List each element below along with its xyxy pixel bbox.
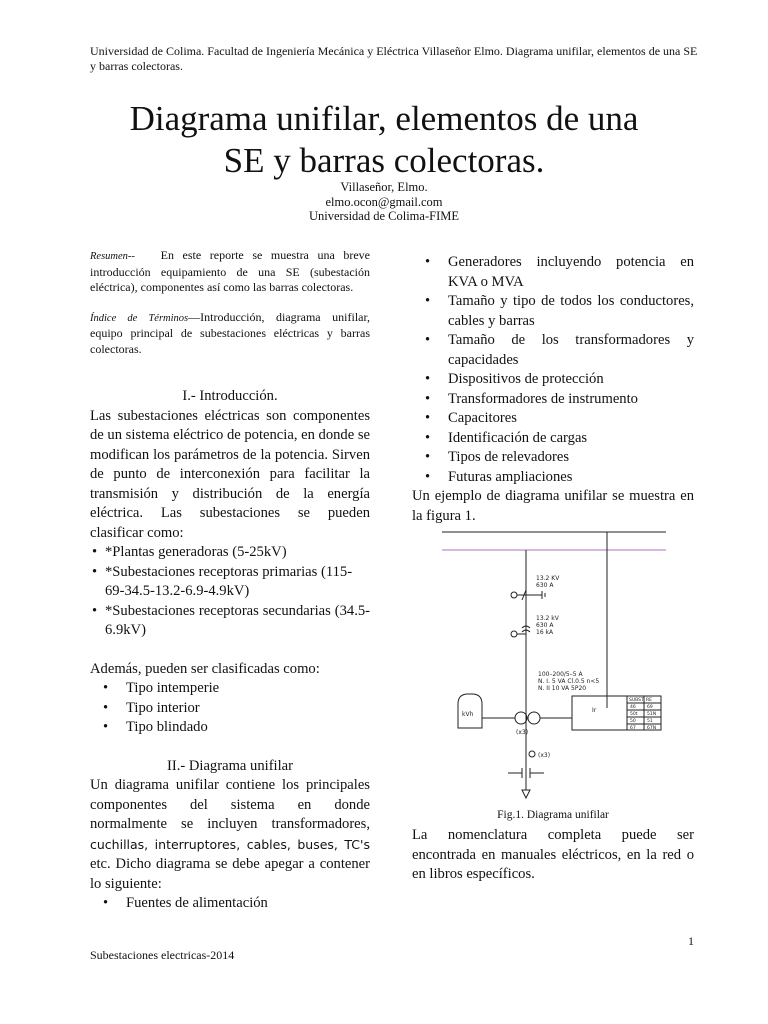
title-line-1: Diagrama unifilar, elementos de una xyxy=(129,99,639,138)
list-item: • *Plantas generadoras (5-25kV) xyxy=(90,543,370,563)
arrester-count: (x3) xyxy=(538,752,551,759)
list-item: • Identificación de cargas xyxy=(412,429,694,449)
kvh-label: kVh xyxy=(462,711,474,718)
bullet-icon: • xyxy=(425,293,431,309)
section-2-paragraph: Un diagrama unifilar contiene los principales componentes del sistema en donde normalmente se incluyen transformadores, cuchillas, interruptores, cables, buses, TC's etc. Dicho diagrama se debe apegar a contener lo siguiente: xyxy=(90,777,370,892)
list-item: • Tipo intemperie xyxy=(90,679,370,699)
svg-text:67N: 67N xyxy=(647,726,657,731)
title-line-2: SE y barras colectoras. xyxy=(223,141,545,180)
bullet-icon: • xyxy=(103,680,109,696)
bullet-icon: • xyxy=(425,468,431,485)
bullet-icon: • xyxy=(103,699,109,716)
svg-text:51N: 51N xyxy=(647,712,657,717)
list-item: • Tipos de relevadores xyxy=(412,448,694,468)
list-item: • *Subestaciones receptoras secundarias (34.5-6.9kV) xyxy=(92,602,370,638)
list-item: • Tipo blindado xyxy=(90,718,370,738)
ground-triangle-icon xyxy=(522,790,530,798)
ct-ratio: 100–200/5–5 A xyxy=(538,671,583,678)
page-number: 1 xyxy=(688,934,694,948)
requirements-list-right xyxy=(412,253,694,487)
svg-text:50t: 50t xyxy=(630,712,638,717)
switch-marker-1 xyxy=(511,592,517,598)
bullet-icon: • xyxy=(425,371,431,387)
bullet-icon: • xyxy=(92,563,98,580)
bullet-icon: • xyxy=(425,390,431,407)
list-item: • Futuras ampliaciones xyxy=(412,468,694,488)
figure-intro: Un ejemplo de diagrama unifilar se muestra en la figura 1. xyxy=(412,488,694,524)
list-item: • Tamaño de los transformadores y capacidades xyxy=(425,332,694,368)
svg-text:SUBST: SUBST xyxy=(629,698,644,703)
svg-text:69: 69 xyxy=(647,705,653,710)
list-item: • Generadores incluyendo potencia en KVA o MVA xyxy=(425,254,694,290)
switch-1-voltage: 13.2 KV xyxy=(536,575,560,582)
section-2-heading: II.- Diagrama unifilar xyxy=(166,757,293,774)
list-item: • Tipo interior xyxy=(90,699,370,719)
author-affiliation: Universidad de Colima-FIME xyxy=(309,209,459,223)
ct-core-2: N. II 10 VA 5P20 xyxy=(538,685,587,692)
switch-marker-2 xyxy=(511,631,517,637)
svg-text:46: 46 xyxy=(630,705,636,710)
bullet-icon: • xyxy=(103,895,109,911)
relay-label: Ir xyxy=(592,707,597,714)
closing-paragraph: La nomenclatura completa puede ser encontrada en manuales eléctricos, en la red o en libros específicos. xyxy=(412,827,694,882)
classification-list xyxy=(90,543,370,641)
bullet-icon: • xyxy=(92,544,98,560)
list-item: • Capacitores xyxy=(412,409,694,429)
list-item: • Dispositivos de protección xyxy=(412,370,694,390)
breaker-interrupt: 16 kA xyxy=(536,629,554,636)
surge-arrester-icon xyxy=(529,751,535,757)
list-item: • Fuentes de alimentación xyxy=(90,894,370,914)
bullet-icon: • xyxy=(425,429,431,446)
svg-text:RE: RE xyxy=(646,698,652,703)
single-line-diagram xyxy=(442,528,667,806)
index-terms-label: Índice de Términos xyxy=(90,312,189,324)
bullet-icon: • xyxy=(425,254,431,270)
ct-count: (x3) xyxy=(516,729,529,736)
author-block xyxy=(0,180,768,224)
list-item: • Tamaño y tipo de todos los conductores, cables y barras xyxy=(425,293,694,329)
running-footer: Subestaciones electricas-2014 xyxy=(90,948,235,962)
types-intro: Además, pueden ser clasificadas como: xyxy=(90,660,320,677)
section-1-heading: I.- Introducción. xyxy=(182,388,278,404)
relay-box xyxy=(572,696,627,730)
ct-circle-left xyxy=(515,712,527,724)
abstract-text: En este reporte se muestra una breve introducción equipamiento de una SE (subestación eléctrica), componentes así como las barras colectoras. xyxy=(90,248,371,294)
paper-title xyxy=(60,98,708,182)
abstract xyxy=(90,248,370,296)
index-terms xyxy=(90,310,370,358)
bullet-icon: • xyxy=(103,719,109,735)
left-column xyxy=(90,248,370,914)
requirements-list-left xyxy=(90,894,370,914)
bullet-icon: • xyxy=(425,332,431,348)
section-1-paragraph: Las subestaciones eléctricas son componentes de un sistema eléctrico de potencia, en donde se modifican los parámetros de la potencia. Sirven de punto de interconexión para facilitar la transmisión y distribución de la energía eléctrica. Las subestaciones se pueden clasificar como: xyxy=(90,407,371,541)
ct-core-1: N. I. 5 VA Cl.0.5 n<5 xyxy=(538,678,600,685)
bullet-icon: • xyxy=(425,410,431,426)
author-name: Villaseñor, Elmo. xyxy=(340,180,428,194)
breaker-voltage: 13.2 kV xyxy=(536,615,559,622)
svg-text:50: 50 xyxy=(630,719,636,724)
switch-1-current: 630 A xyxy=(536,582,554,589)
right-column xyxy=(412,253,694,526)
bullet-icon: • xyxy=(425,449,431,465)
bullet-icon: • xyxy=(92,602,98,619)
component-list-mono: cuchillas, interruptores, cables, buses, TC's xyxy=(90,836,370,852)
index-terms-dash: — xyxy=(188,309,201,324)
abstract-label: Resumen-- xyxy=(90,251,135,262)
breaker-current: 630 A xyxy=(536,622,554,629)
running-header: Universidad de Colima. Facultad de Ingeniería Mecánica y Eléctrica Villaseñor Elmo. Diagrama unifilar, elementos de una SE y barras colectoras. xyxy=(90,44,698,73)
ct-circle-right xyxy=(528,712,540,724)
figure-caption: Fig.1. Diagrama unifilar xyxy=(497,809,609,821)
svg-text:67: 67 xyxy=(630,726,636,731)
types-list xyxy=(90,679,370,738)
list-item: • Transformadores de instrumento xyxy=(412,390,694,410)
svg-text:51: 51 xyxy=(647,719,653,724)
author-email: elmo.ocon@gmail.com xyxy=(325,194,443,209)
list-item: • *Subestaciones receptoras primarias (115-69-34.5-13.2-6.9-4.9kV) xyxy=(92,563,353,599)
index-terms-text: Introducción, diagrama unifilar, equipo principal de subestaciones eléctricas y barras colectoras. xyxy=(90,309,370,356)
